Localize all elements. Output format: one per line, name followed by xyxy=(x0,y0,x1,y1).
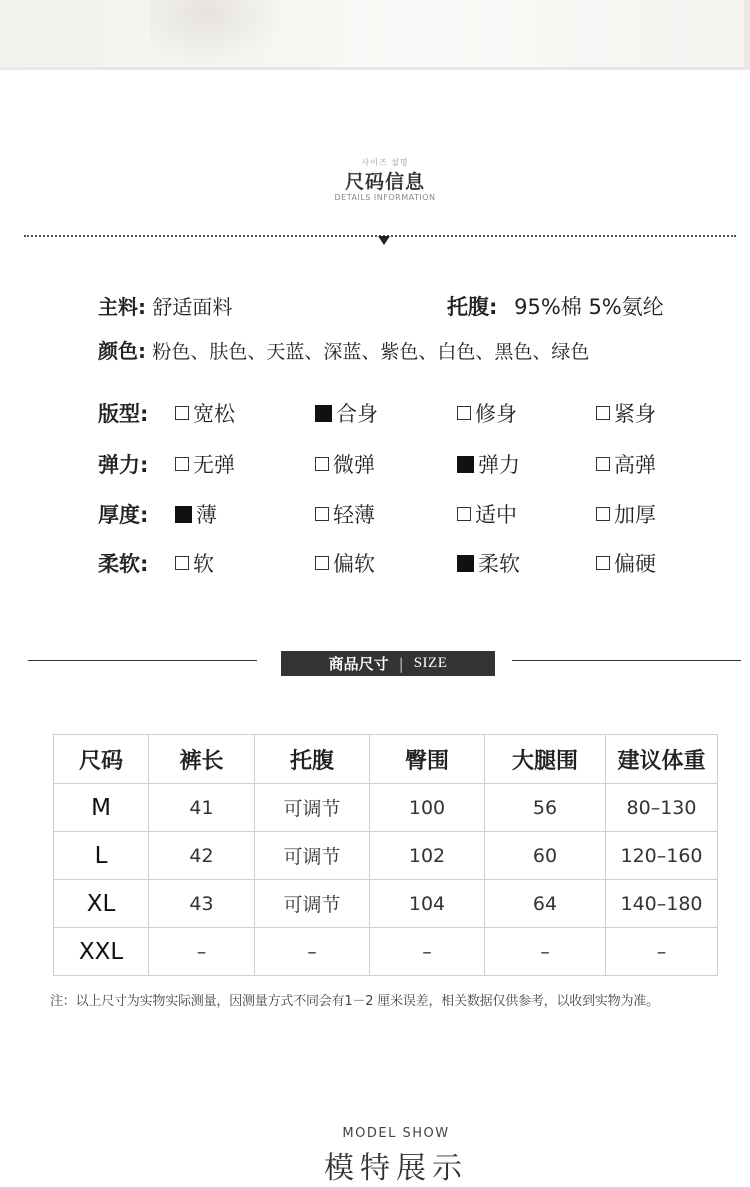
section-subtitle-en: DETAILS INFORMATION xyxy=(334,193,436,202)
table-header-row xyxy=(54,735,718,784)
option-thick-medium: 适中 xyxy=(457,499,517,529)
triangle-down-icon xyxy=(378,236,390,245)
checkbox-icon xyxy=(315,457,329,471)
option-soft-hard: 偏硬 xyxy=(596,548,656,578)
option-fit-tight: 紧身 xyxy=(596,398,656,428)
section-title: 尺码信息 xyxy=(344,171,425,193)
header-belly: 托腹 xyxy=(255,735,370,784)
table-cell: – xyxy=(485,928,606,976)
checkbox-icon xyxy=(175,406,189,420)
table-cell: XXL xyxy=(54,928,149,976)
colors-row xyxy=(98,335,589,364)
option-thick-thick: 加厚 xyxy=(596,499,656,529)
table-cell: 80–130 xyxy=(606,784,718,832)
table-cell: 可调节 xyxy=(255,880,370,928)
table-cell: XL xyxy=(54,880,149,928)
table-row xyxy=(54,784,718,832)
checkbox-icon xyxy=(596,507,610,521)
checkbox-checked-icon xyxy=(457,555,474,572)
option-elastic-none: 无弹 xyxy=(175,449,235,479)
option-soft-supple: 柔软 xyxy=(457,548,520,578)
table-row xyxy=(54,832,718,880)
table-cell: 56 xyxy=(485,784,606,832)
checkbox-icon xyxy=(315,556,329,570)
size-note: 注：以上尺寸为实物实际测量，因测量方式不同会有1－2 厘米误差，相关数据仅供参考，以收到实物为准。 xyxy=(50,994,659,1009)
header-thigh: 大腿围 xyxy=(485,735,606,784)
option-thick-thin: 薄 xyxy=(175,499,217,529)
header-length: 裤长 xyxy=(149,735,255,784)
table-cell: L xyxy=(54,832,149,880)
table-cell: 100 xyxy=(370,784,485,832)
model-show-en: MODEL SHOW xyxy=(342,1126,450,1141)
option-elastic-stretch: 弹力 xyxy=(457,449,520,479)
checkbox-icon xyxy=(596,457,610,471)
size-banner-en: SIZE xyxy=(413,655,448,671)
table-cell: – xyxy=(606,928,718,976)
option-elastic-high: 高弹 xyxy=(596,449,656,479)
size-banner-cn: 商品尺寸 xyxy=(328,655,389,673)
table-cell: 120–160 xyxy=(606,832,718,880)
checkbox-checked-icon xyxy=(457,456,474,473)
checkbox-checked-icon xyxy=(315,405,332,422)
checkbox-icon xyxy=(175,457,189,471)
table-cell: 可调节 xyxy=(255,784,370,832)
table-cell: 140–180 xyxy=(606,880,718,928)
table-cell: – xyxy=(255,928,370,976)
option-elastic-slight: 微弹 xyxy=(315,449,375,479)
divider-line-left xyxy=(28,660,257,661)
photo-edge xyxy=(0,67,750,70)
table-cell: – xyxy=(149,928,255,976)
option-thick-light: 轻薄 xyxy=(315,499,375,529)
table-cell: M xyxy=(54,784,149,832)
prop-label-elasticity: 弹力: xyxy=(98,453,149,477)
checkbox-icon xyxy=(457,507,471,521)
size-section-banner xyxy=(281,651,495,676)
table-cell: 104 xyxy=(370,880,485,928)
checkbox-icon xyxy=(457,406,471,420)
header-weight: 建议体重 xyxy=(606,735,718,784)
option-fit-regular: 合身 xyxy=(315,398,378,428)
size-banner-sep: | xyxy=(398,654,404,673)
table-cell: 60 xyxy=(485,832,606,880)
colors-label: 颜色: xyxy=(98,339,146,363)
table-cell: 42 xyxy=(149,832,255,880)
header-size: 尺码 xyxy=(54,735,149,784)
section-sub-korean: 사이즈 설명 xyxy=(361,158,409,167)
divider-line-right xyxy=(512,660,741,661)
prop-label-fit: 版型: xyxy=(98,402,149,426)
header-hip: 臀围 xyxy=(370,735,485,784)
table-cell: 可调节 xyxy=(255,832,370,880)
belly-label: 托腹: xyxy=(447,295,498,319)
size-table xyxy=(53,734,718,976)
product-photo-strip xyxy=(0,0,750,70)
checkbox-checked-icon xyxy=(175,506,192,523)
prop-label-softness: 柔软: xyxy=(98,552,149,576)
checkbox-icon xyxy=(596,406,610,420)
belly-value: 95%棉 5%氨纶 xyxy=(514,295,664,319)
checkbox-icon xyxy=(596,556,610,570)
option-fit-loose: 宽松 xyxy=(175,398,235,428)
table-cell: 43 xyxy=(149,880,255,928)
belly-row xyxy=(447,291,664,321)
option-soft-slightly: 偏软 xyxy=(315,548,375,578)
checkbox-icon xyxy=(175,556,189,570)
material-label: 主料: xyxy=(98,295,146,319)
option-fit-slim: 修身 xyxy=(457,398,517,428)
prop-label-thickness: 厚度: xyxy=(98,503,149,527)
table-row xyxy=(54,880,718,928)
option-soft-soft: 软 xyxy=(175,548,214,578)
table-cell: – xyxy=(370,928,485,976)
material-value: 舒适面料 xyxy=(152,295,233,319)
model-show-title: 模特展示 xyxy=(324,1151,468,1186)
table-cell: 64 xyxy=(485,880,606,928)
material-row xyxy=(98,291,232,320)
photo-corner xyxy=(744,0,750,70)
fabric-fold xyxy=(150,0,290,70)
table-cell: 102 xyxy=(370,832,485,880)
table-cell: 41 xyxy=(149,784,255,832)
table-row xyxy=(54,928,718,976)
colors-value: 粉色、肤色、天蓝、深蓝、紫色、白色、黑色、绿色 xyxy=(152,341,590,363)
checkbox-icon xyxy=(315,507,329,521)
